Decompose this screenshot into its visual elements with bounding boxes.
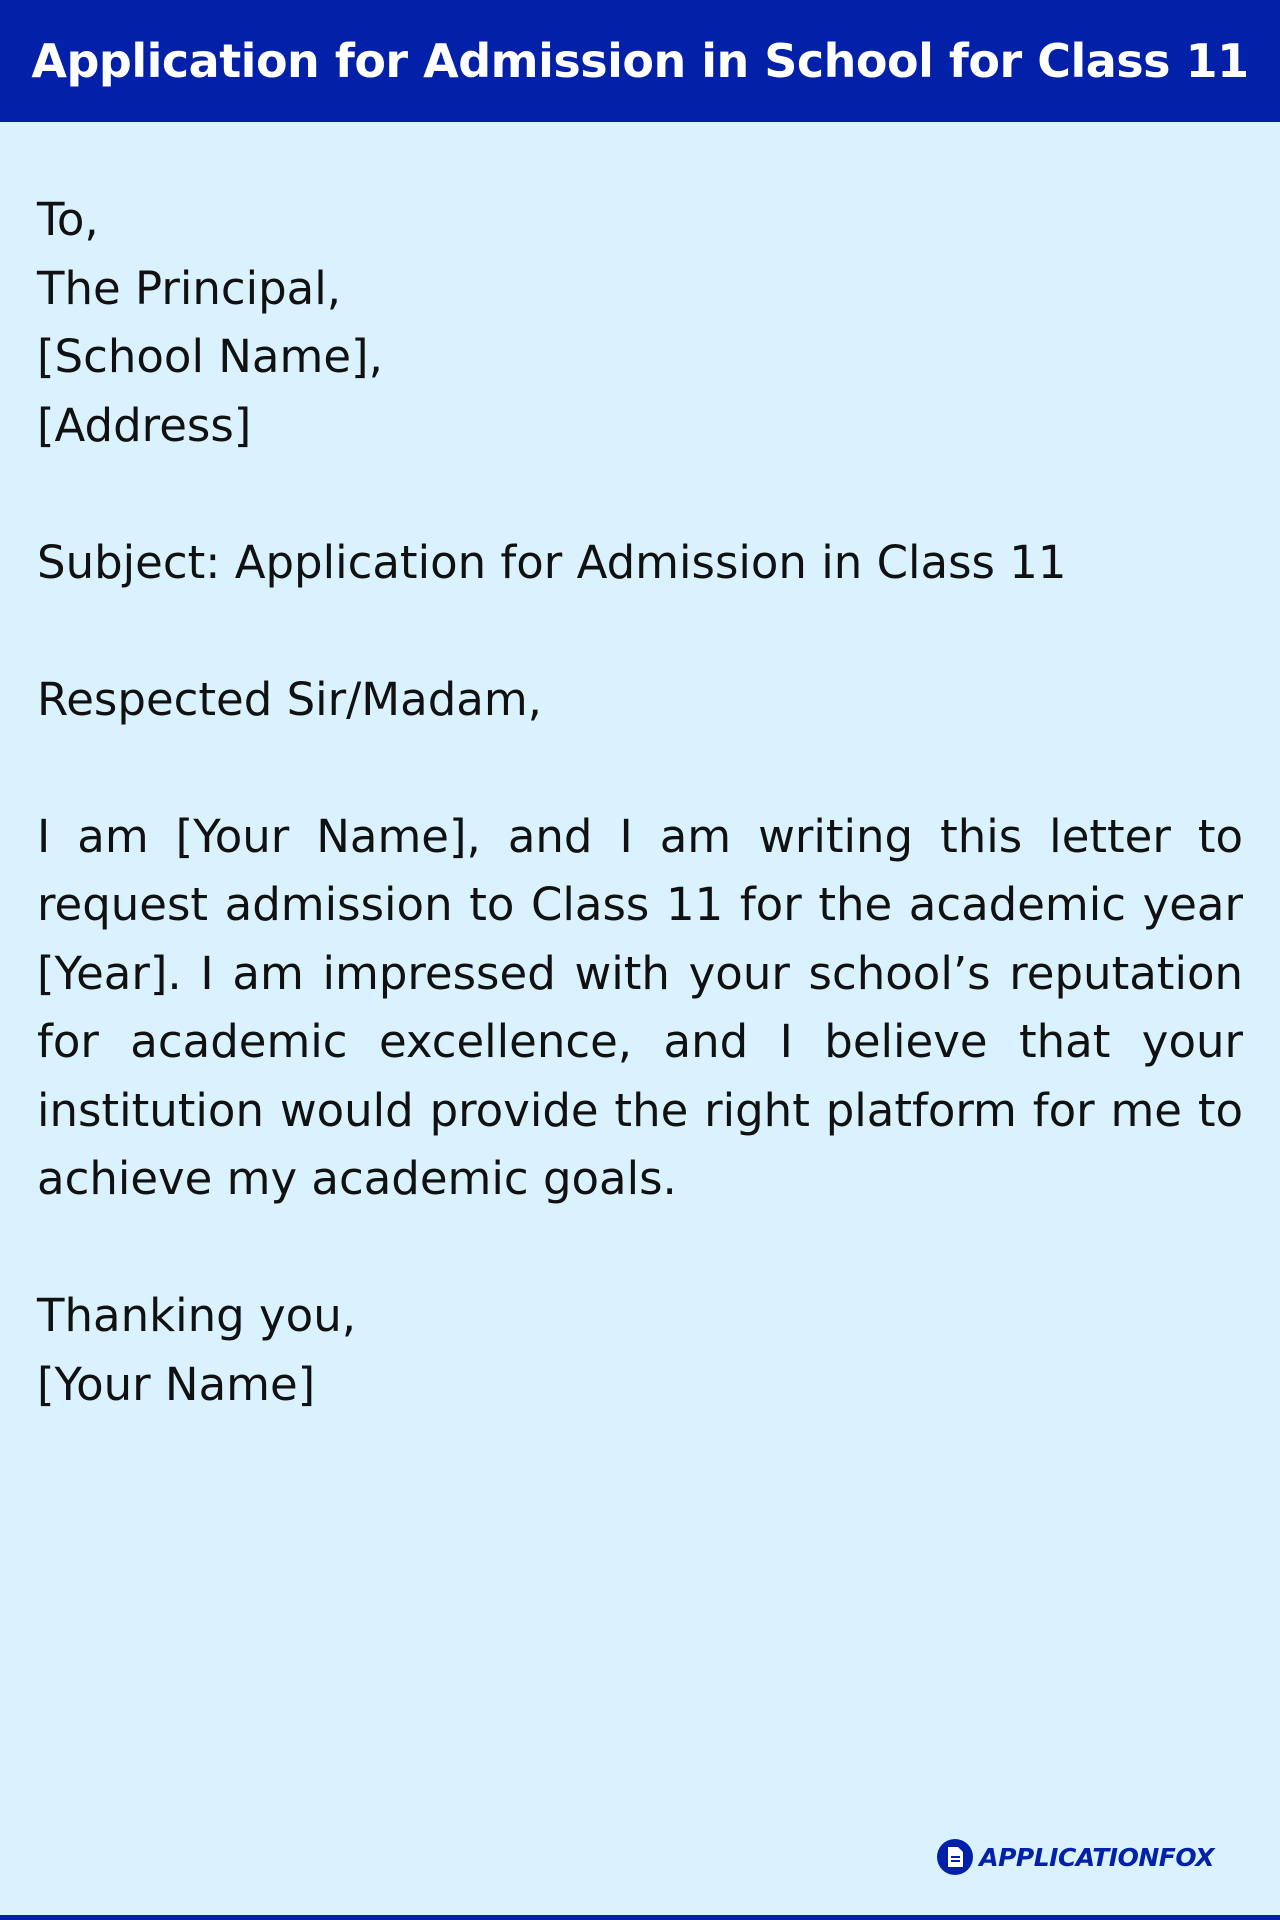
- spacer: [37, 734, 1243, 803]
- spacer: [37, 597, 1243, 666]
- signature-line: [Your Name]: [37, 1357, 316, 1411]
- brand-name-rest: FOX: [1158, 1842, 1214, 1872]
- address-line: [Address]: [37, 398, 252, 452]
- bottom-border: [0, 1915, 1280, 1920]
- brand-name: [979, 1843, 1214, 1872]
- brand-logo: [937, 1837, 1214, 1877]
- brand-name-bold: APPLICATION: [979, 1842, 1159, 1872]
- page-title: Application for Admission in School for Class 11: [31, 34, 1249, 88]
- salutation-to: To,: [37, 193, 99, 246]
- document-icon: [937, 1839, 973, 1875]
- spacer: [37, 460, 1243, 529]
- spacer: [37, 1214, 1243, 1283]
- subject-line: Subject: Application for Admission in Class 11: [37, 535, 1067, 589]
- closing-line: Thanking you,: [37, 1289, 357, 1342]
- school-name-line: [School Name],: [37, 330, 383, 383]
- header-banner: [0, 0, 1280, 122]
- letter-body: [37, 186, 1243, 1419]
- greeting-line: Respected Sir/Madam,: [37, 672, 542, 726]
- recipient-line: The Principal,: [37, 261, 342, 315]
- body-paragraph: I am [Your Name], and I am writing this letter to request admission to Class 11 for the academic year [Year]. I am impressed with your school’s reputation for academic excellence, and I believe that your institution would provide the right platform for me to achieve my academic goals.: [37, 809, 1243, 1205]
